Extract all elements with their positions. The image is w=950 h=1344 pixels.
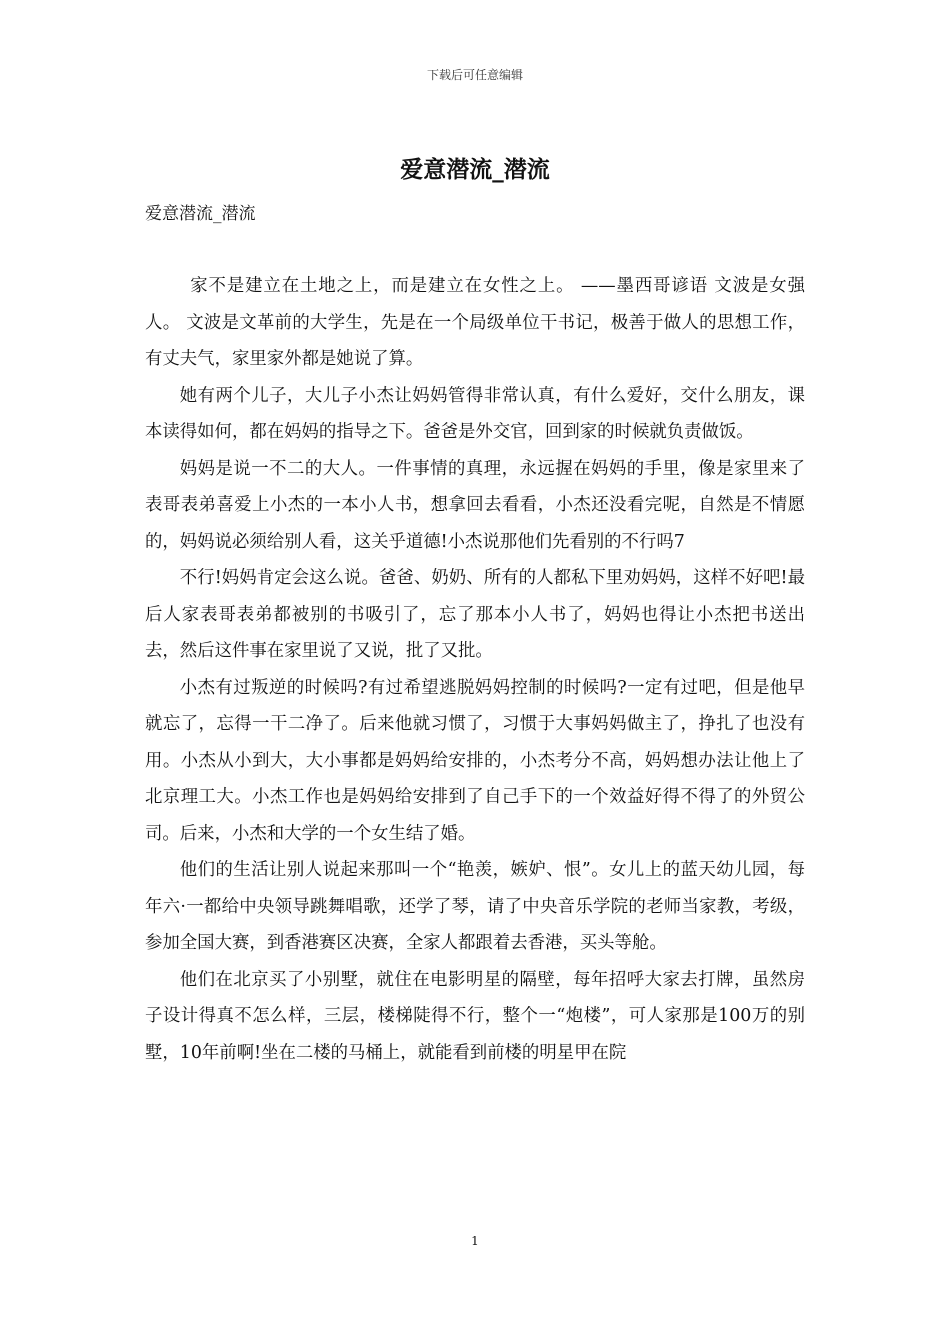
document-subtitle: 爱意潜流_潜流: [145, 204, 256, 224]
paragraph: 他们的生活让别人说起来那叫一个“艳羡，嫉妒、恨”。女儿上的蓝天幼儿园，每年六·一都给中央领导跳舞唱歌，还学了琴，请了中央音乐学院的老师当家教，考级，参加全国大赛，到香港赛区决赛，全家人都跟着去香港，买头等舱。: [145, 860, 805, 953]
document-body: [145, 268, 805, 1071]
paragraph: 妈妈是说一不二的大人。一件事情的真理，永远握在妈妈的手里，像是家里来了表哥表弟喜爱上小杰的一本小人书，想拿回去看看，小杰还没看完呢，自然是不情愿的，妈妈说必须给别人看，这关乎道德!小杰说那他们先看别的不行吗7: [145, 458, 805, 552]
paragraph: 家不是建立在土地之上，而是建立在女性之上。 ——墨西哥谚语 文波是女强人。 文波是文革前的大学生，先是在一个局级单位干书记，极善于做人的思想工作，有丈夫气，家里家外都是她说了算。: [145, 276, 805, 369]
paragraph: 她有两个儿子，大儿子小杰让妈妈管得非常认真，有什么爱好，交什么朋友，课本读得如何，都在妈妈的指导之下。爸爸是外交官，回到家的时候就负责做饭。: [145, 385, 805, 442]
paragraph: 他们在北京买了小别墅，就住在电影明星的隔壁，每年招呼大家去打牌，虽然房子设计得真不怎么样，三层，楼梯陡得不行，整个一“炮楼”，可人家那是100万的别墅，10年前啊!坐在二楼的马桶上，就能看到前楼的明星甲在院: [145, 969, 805, 1063]
paragraph: 不行!妈妈肯定会这么说。爸爸、奶奶、所有的人都私下里劝妈妈，这样不好吧!最后人家表哥表弟都被别的书吸引了，忘了那本小人书了，妈妈也得让小杰把书送出去，然后这件事在家里说了又说，批了又批。: [145, 568, 805, 661]
document-title: 爱意潜流_潜流: [400, 156, 550, 183]
page-number: 1: [471, 1234, 479, 1248]
header-note: 下载后可任意编辑: [426, 68, 523, 82]
paragraph: 小杰有过叛逆的时候吗?有过希望逃脱妈妈控制的时候吗?一定有过吧，但是他早就忘了，忘得一干二净了。后来他就习惯了，习惯于大事妈妈做主了，挣扎了也没有用。小杰从小到大，大小事都是妈妈给安排的，小杰考分不高，妈妈想办法让他上了北京理工大。小杰工作也是妈妈给安排到了自己手下的一个效益好得不得了的外贸公司。后来，小杰和大学的一个女生结了婚。: [145, 677, 805, 844]
